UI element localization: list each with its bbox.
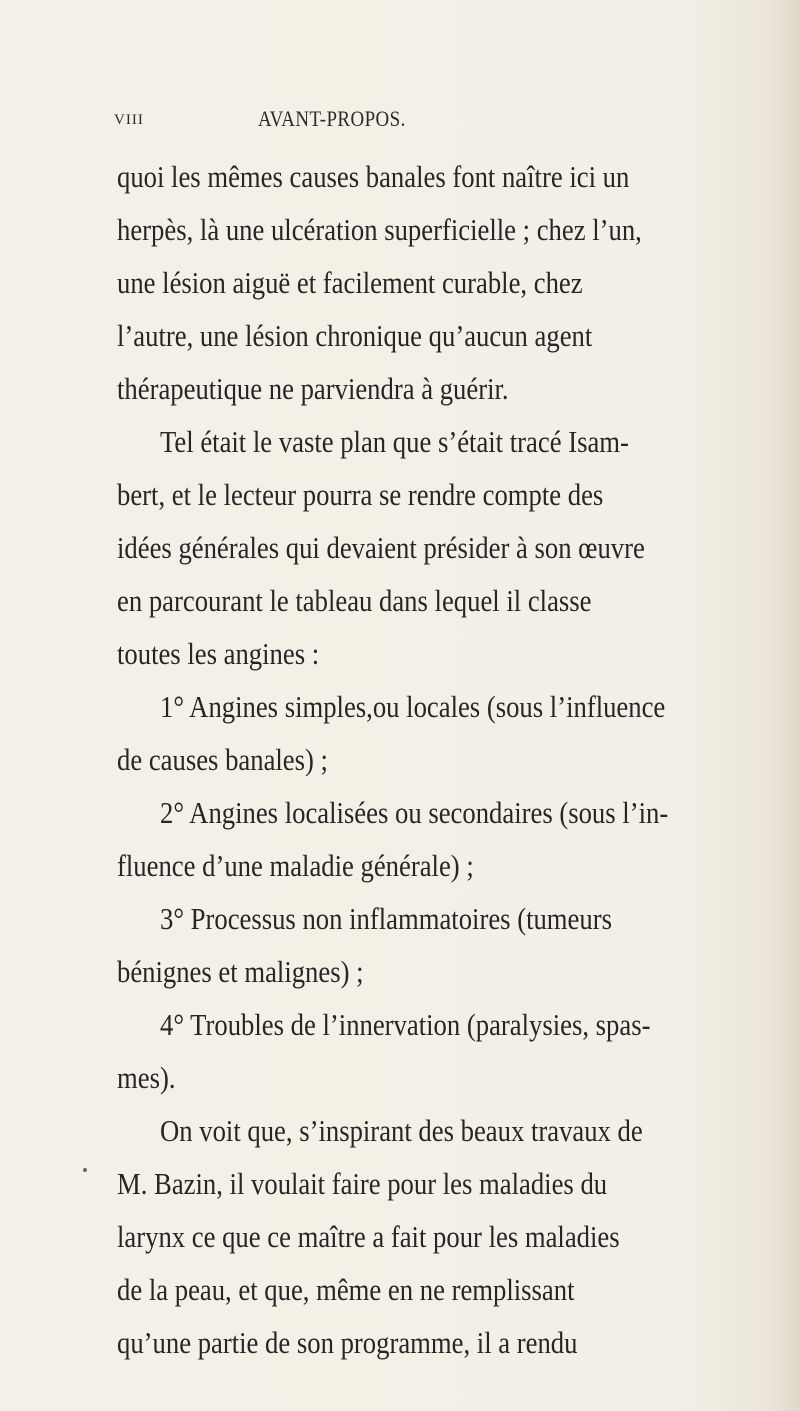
text-line: l’autre, une lésion chronique qu’aucun agent <box>117 318 593 353</box>
text-line: M. Bazin, il voulait faire pour les maladies du <box>117 1166 608 1201</box>
text-line: herpès, là une ulcération superficielle ; chez l’un, <box>117 212 642 247</box>
text-line: une lésion aiguë et facilement curable, chez <box>117 265 583 300</box>
text-line: de la peau, et que, même en ne remplissant <box>117 1272 575 1307</box>
list-item-3-line: 3° Processus non inflammatoires (tumeurs <box>160 901 612 936</box>
text-line: idées générales qui devaient présider à son œuvre <box>117 530 645 565</box>
page-number: VIII <box>114 112 144 128</box>
text-line: quoi les mêmes causes banales font naître ici un <box>117 159 630 194</box>
text-line: en parcourant le tableau dans lequel il classe <box>117 583 592 618</box>
list-item-2-line: 2° Angines localisées ou secondaires (sous l’in- <box>160 795 669 830</box>
body-text <box>117 150 767 1369</box>
running-title: AVANT-PROPOS. <box>258 106 406 131</box>
list-item-4-continuation: mes). <box>117 1060 176 1095</box>
list-item-3-continuation: bénignes et malignes) ; <box>117 954 364 989</box>
paragraph-start-line: On voit que, s’inspirant des beaux travaux de <box>160 1113 643 1148</box>
text-line: larynx ce que ce maître a fait pour les maladies <box>117 1219 620 1254</box>
list-item-4-line: 4° Troubles de l’innervation (paralysies, spas- <box>160 1007 651 1042</box>
text-line: thérapeutique ne parviendra à guérir. <box>117 371 509 406</box>
text-line: bert, et le lecteur pourra se rendre compte des <box>117 477 604 512</box>
paragraph-start-line: Tel était le vaste plan que s’était tracé Isam- <box>160 424 629 459</box>
list-item-2-continuation: fluence d’une maladie générale) ; <box>117 848 474 883</box>
text-line: toutes les angines : <box>117 636 320 671</box>
list-item-1-continuation: de causes banales) ; <box>117 742 328 777</box>
margin-mark <box>83 1168 87 1172</box>
list-item-1-line: 1° Angines simples,ou locales (sous l’influence <box>160 689 666 724</box>
text-line: qu’une partie de son programme, il a rendu <box>117 1325 578 1360</box>
